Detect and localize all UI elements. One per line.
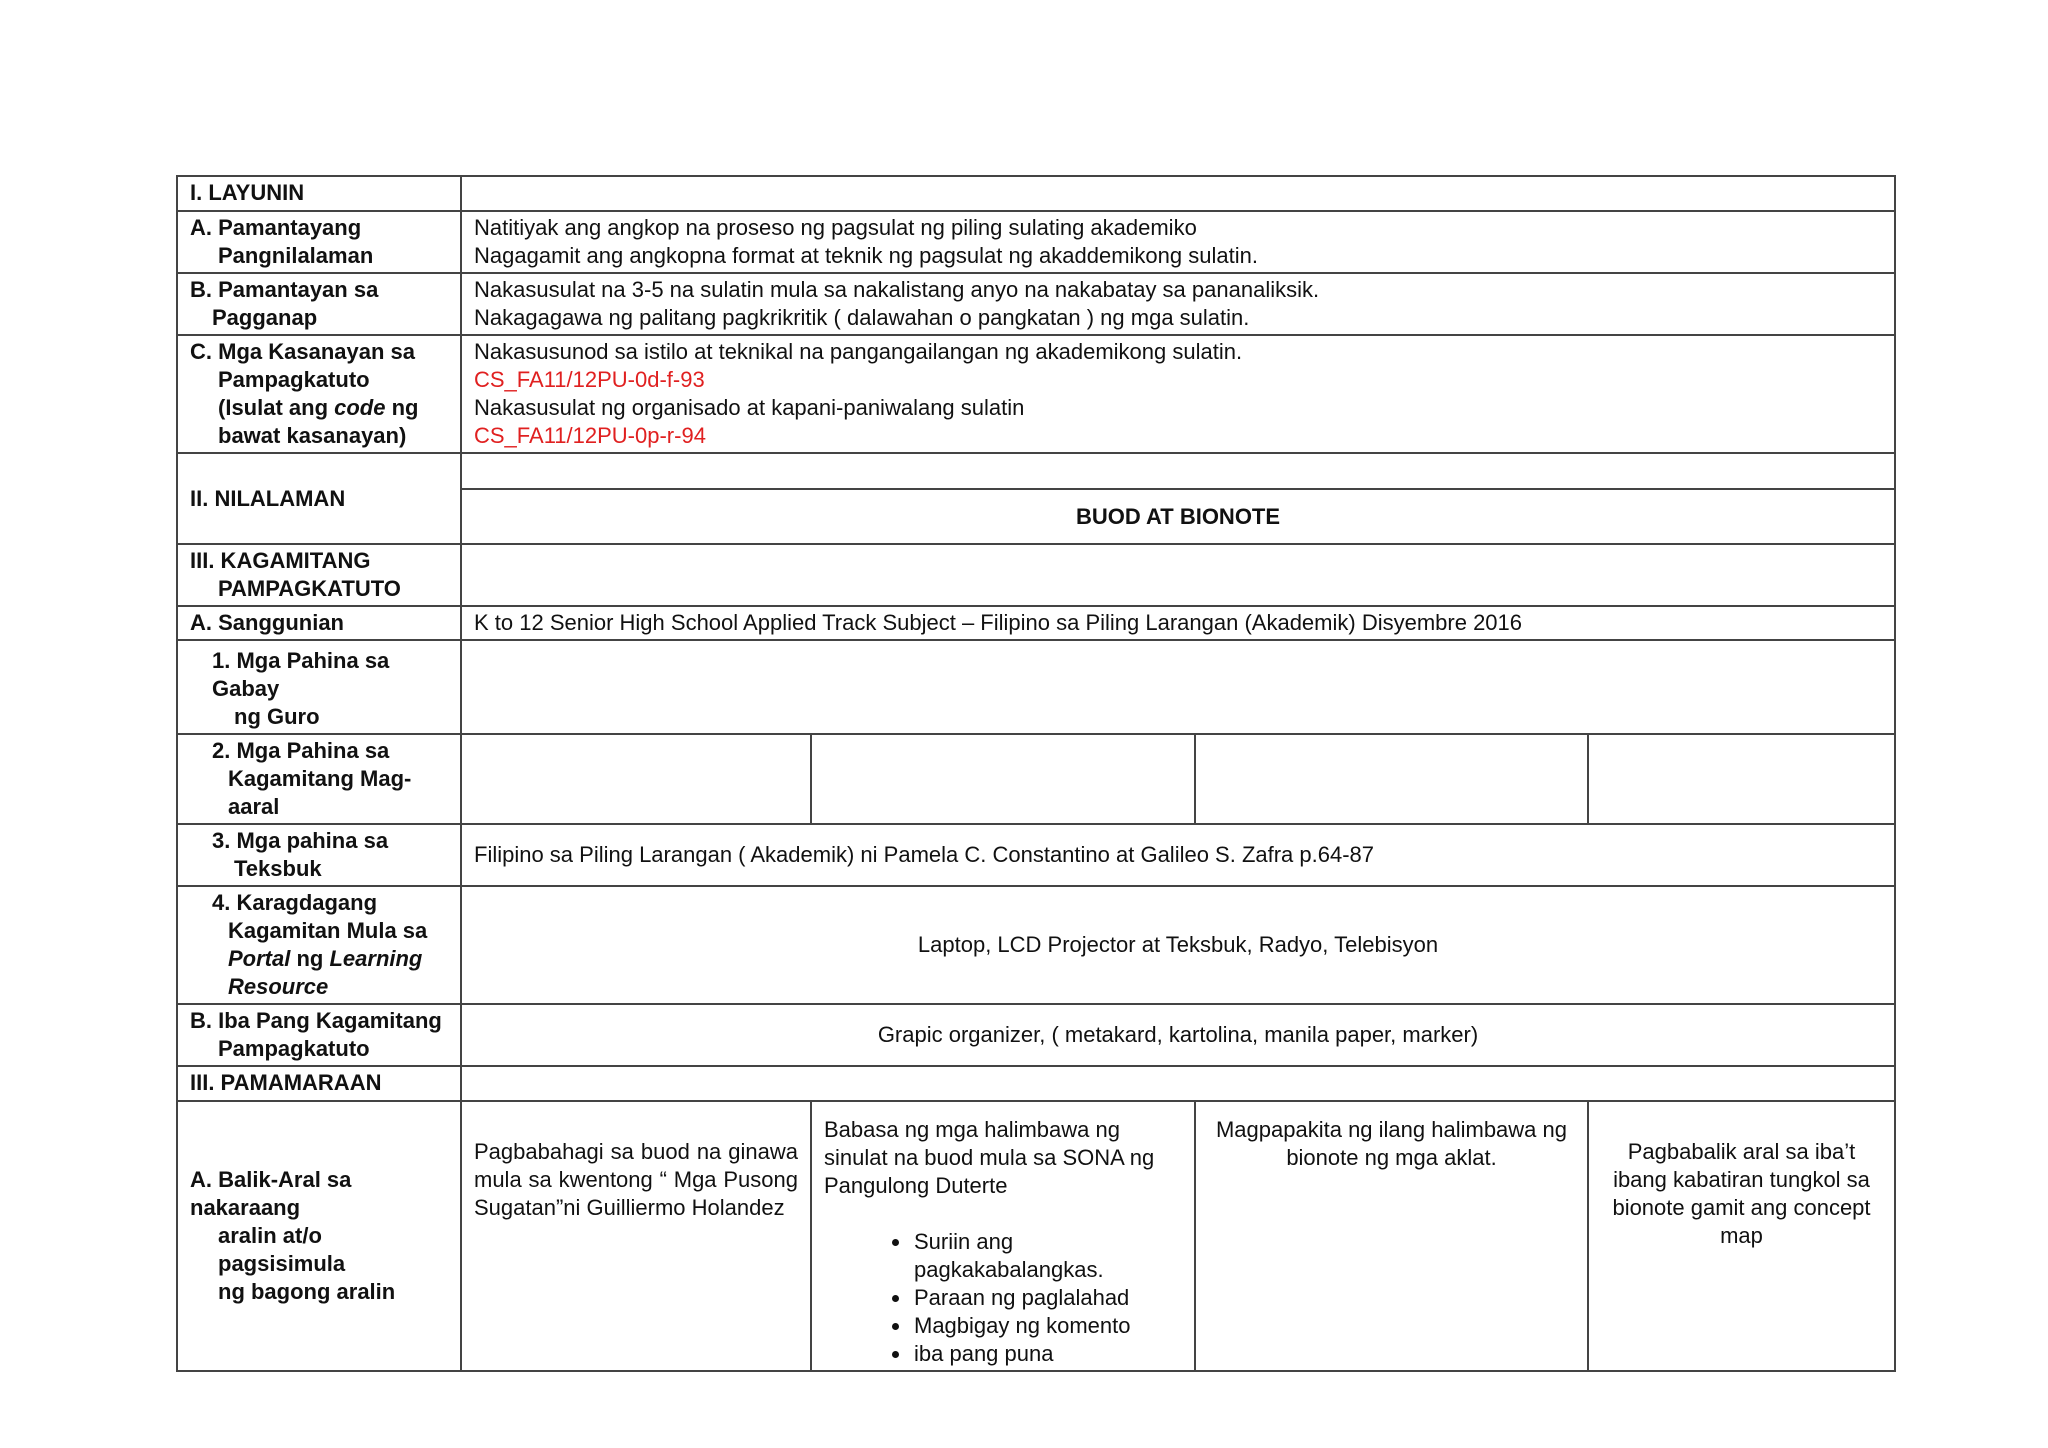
list-item: • Suriin ang pagkakabalangkas. [912, 1228, 1182, 1284]
lesson-title: BUOD AT BIONOTE [461, 489, 1895, 544]
row-pamamaraan [177, 1066, 1895, 1101]
balik-aral-day-3: Magpapakita ng ilang halimbawa ng bionote ng mga aklat. [1195, 1101, 1588, 1371]
label-teksbuk: 3. Mga pahina sa Teksbuk [177, 824, 461, 886]
row-kasanayan [177, 335, 1895, 453]
row-gabay-ng-guro [177, 640, 1895, 734]
list-item: • Magbigay ng komento [912, 1312, 1182, 1340]
balik-aral-day-1: Pagbabahagi sa buod na ginawa mula sa kwentong “ Mga Pusong Sugatan”ni Guilliermo Holandez [461, 1101, 811, 1371]
value-pamantayan-sa-pagganap: Nakasusulat na 3-5 na sulatin mula sa nakalistang anyo na nakabatay sa pananaliksik. Nakagagawa ng palitang pagkrikritik ( dalawahan o pangkatan ) ng mga sulatin. [461, 273, 1895, 335]
row-layunin [177, 176, 1895, 211]
label-kagamitang: III. KAGAMITANG PAMPAGKATUTO [177, 544, 461, 606]
value-gabay-ng-guro [461, 640, 1895, 734]
lesson-plan-page [176, 175, 1894, 1372]
balik-aral-day-4: Pagbabalik aral sa iba’t ibang kabatiran tungkol sa bionote gamit ang concept map [1588, 1101, 1895, 1371]
label-pamamaraan: III. PAMAMARAAN [177, 1066, 461, 1101]
balik-aral-day-2: Babasa ng mga halimbawa ng sinulat na buod mula sa SONA ng Pangulong Duterte • Suriin ang pagkakabalangkas. • Paraan ng paglalahad • Magbigay ng komento • iba pang puna [811, 1101, 1195, 1371]
list-item: • iba pang puna [912, 1340, 1182, 1368]
competency-code: CS_FA11/12PU-0p-r-94 [474, 423, 706, 448]
label-pamantayan-sa-pagganap: B. Pamantayan sa Pagganap [177, 273, 461, 335]
value-nilalaman-blank [461, 453, 1895, 489]
value-kagamitang [461, 544, 1895, 606]
value-mag-aaral-day-4 [1588, 734, 1895, 824]
row-kagamitang [177, 544, 1895, 606]
label-layunin: I. LAYUNIN [177, 176, 461, 211]
value-pamamaraan [461, 1066, 1895, 1101]
balik-aral-bullet-list [824, 1228, 1182, 1368]
value-mag-aaral-day-3 [1195, 734, 1588, 824]
label-iba-pang-kagamitang: B. Iba Pang Kagamitang Pampagkatuto [177, 1004, 461, 1066]
label-karagdagang: 4. Karagdagang Kagamitan Mula sa Portal ng Learning Resource [177, 886, 461, 1004]
label-balik-aral: A. Balik-Aral sa nakaraang aralin at/o pagsisimula ng bagong aralin [177, 1101, 461, 1371]
value-mag-aaral-day-1 [461, 734, 811, 824]
row-iba-pang-kagamitang [177, 1004, 1895, 1066]
row-pamantayang-pangnilalaman [177, 211, 1895, 273]
list-item: • Paraan ng paglalahad [912, 1284, 1182, 1312]
value-karagdagang: Laptop, LCD Projector at Teksbuk, Radyo, Telebisyon [461, 886, 1895, 1004]
value-kasanayan: Nakasusunod sa istilo at teknikal na pangangailangan ng akademikong sulatin. CS_FA11/12PU-0d-f-93 Nakasusulat ng organisado at kapani-paniwalang sulatin CS_FA11/12PU-0p-r-94 [461, 335, 1895, 453]
row-pamantayan-sa-pagganap [177, 273, 1895, 335]
value-mag-aaral-day-2 [811, 734, 1195, 824]
row-sanggunian [177, 606, 1895, 640]
label-kasanayan: C. Mga Kasanayan sa Pampagkatuto (Isulat ang code ng bawat kasanayan) [177, 335, 461, 453]
lesson-plan-table [176, 175, 1896, 1372]
row-teksbuk [177, 824, 1895, 886]
value-sanggunian: K to 12 Senior High School Applied Track Subject – Filipino sa Piling Larangan (Akademik) Disyembre 2016 [461, 606, 1895, 640]
row-balik-aral [177, 1101, 1895, 1371]
label-gabay-ng-guro: 1. Mga Pahina sa Gabay ng Guro [177, 640, 461, 734]
row-karagdagang [177, 886, 1895, 1004]
label-pamantayang-pangnilalaman: A. Pamantayang Pangnilalaman [177, 211, 461, 273]
label-sanggunian: A. Sanggunian [177, 606, 461, 640]
label-nilalaman: II. NILALAMAN [177, 453, 461, 544]
value-layunin [461, 176, 1895, 211]
row-nilalaman-top [177, 453, 1895, 489]
value-iba-pang-kagamitang: Grapic organizer, ( metakard, kartolina, manila paper, marker) [461, 1004, 1895, 1066]
competency-code: CS_FA11/12PU-0d-f-93 [474, 367, 705, 392]
value-teksbuk: Filipino sa Piling Larangan ( Akademik) ni Pamela C. Constantino at Galileo S. Zafra p.64-87 [461, 824, 1895, 886]
row-kagamitang-mag-aaral [177, 734, 1895, 824]
value-pamantayang-pangnilalaman: Natitiyak ang angkop na proseso ng pagsulat ng piling sulating akademiko Nagagamit ang angkopna format at teknik ng pagsulat ng akaddemikong sulatin. [461, 211, 1895, 273]
label-kagamitang-mag-aaral: 2. Mga Pahina sa Kagamitang Mag-aaral [177, 734, 461, 824]
